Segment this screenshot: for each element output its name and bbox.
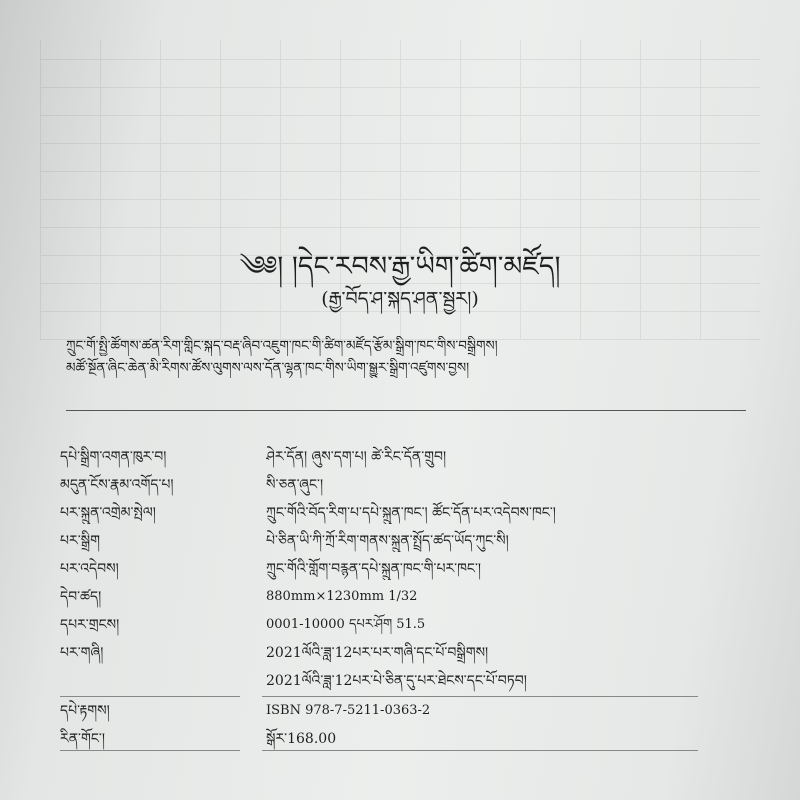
colophon-value: 880mm×1230mm 1/32 xyxy=(266,589,418,604)
colophon-value: 2021ལོའི་ཟླ་12པར་པར་གཞི་དང་པོ་བསྒྲིགས། xyxy=(266,645,489,661)
colophon-value: ཀྲུང་གོའི་བོད་རིག་པ་དཔེ་སྐྲུན་ཁང་། ཚོང་དོན་པར་འདེབས་ཁང་། xyxy=(266,505,556,521)
compiler-line: ཀྲུང་གོ་སྤྱི་ཚོགས་ཚན་རིག་གླིང་སྐད་བརྡ་ཞིབ་འཇུག་ཁང་གི་ཚིག་མཛོད་རྩོམ་སྒྲིག་ཁང་གིས་བསྒྲིགས། xyxy=(66,338,498,354)
colophon-value: ISBN 978-7-5211-0363-2 xyxy=(266,703,431,718)
colophon-value: སི་ཅན་ཞུང་། xyxy=(266,477,324,493)
colophon-value: ཀྲུང་གོའི་གློག་བརྙན་དཔེ་སྐྲུན་ཁང་གི་པར་ཁང་། xyxy=(266,561,482,577)
colophon-row-isbn xyxy=(60,700,750,724)
colophon-row-cover-designer xyxy=(60,474,750,498)
row-underline xyxy=(262,696,698,697)
colophon-row-format xyxy=(60,586,750,610)
colophon-row-edition xyxy=(60,642,750,666)
colophon-label: དཔེ་རྟགས། xyxy=(60,703,110,719)
colophon-label: དཔར་གྲངས། xyxy=(60,617,120,633)
colophon-label: དཔེ་སྒྲིག་འགན་ཁུར་བ། xyxy=(60,449,167,465)
row-underline xyxy=(262,750,698,751)
colophon-row-price xyxy=(60,728,750,752)
row-underline xyxy=(60,696,240,697)
colophon-row-impression xyxy=(60,670,750,694)
colophon-label: པར་སྒྲིག xyxy=(60,533,100,549)
colophon-label: དེབ་ཚད། xyxy=(60,589,102,605)
colophon-label: པར་གཞི། xyxy=(60,645,104,661)
row-underline xyxy=(60,750,240,751)
colophon-row-editor xyxy=(60,446,750,470)
colophon-value: སྒོར་168.00 xyxy=(266,731,337,747)
colophon-value: 0001-10000 དཔར་ཤོག 51.5 xyxy=(266,617,426,632)
colophon-row-printer xyxy=(60,558,750,582)
colophon-row-print-run xyxy=(60,614,750,638)
colophon-value: ཤེར་དོན། ཞུས་དག་པ། ཚེ་རིང་དོན་གྲུབ། xyxy=(266,449,447,465)
book-subtitle: (རྒྱ་བོད་ཤ་སྐད་ཤན་སྦྱར།) xyxy=(321,288,479,310)
colophon-label: པར་སྐྲུན་འགྲེམ་སྤེལ། xyxy=(60,505,156,521)
colophon-label: པར་འདེབས། xyxy=(60,561,119,577)
colophon-row-publisher xyxy=(60,502,750,526)
colophon-row-typesetting xyxy=(60,530,750,554)
colophon-value: པེ་ཅིན་ཡི་ཀི་ཀྲོ་རིག་གནས་སྐྲུན་སྤྲོད་ཚད་ཡོད་ཀུང་སི། xyxy=(266,533,509,549)
translator-line: མཚོ་སྔོན་ཞིང་ཆེན་མི་རིགས་ཚོས་ལུགས་ལས་དོན་ལྷན་ཁང་གིས་ཡིག་སྒྱུར་སྒྲིག་འཛུགས་བྱས། xyxy=(66,360,470,376)
colophon-value: 2021ལོའི་ཟླ་12པར་པེ་ཅིན་དུ་པར་ཐེངས་དང་པོ་བཏབ། xyxy=(266,673,527,689)
book-title: ༄༅། །དེང་རབས་རྒྱ་ཡིག་ཚིག་མཛོད། xyxy=(239,251,561,282)
divider-rule xyxy=(66,410,746,411)
colophon-label: རིན་གོང་། xyxy=(60,731,105,747)
colophon-label: མདུན་ངོས་རྣམ་འགོད་པ། xyxy=(60,477,174,493)
